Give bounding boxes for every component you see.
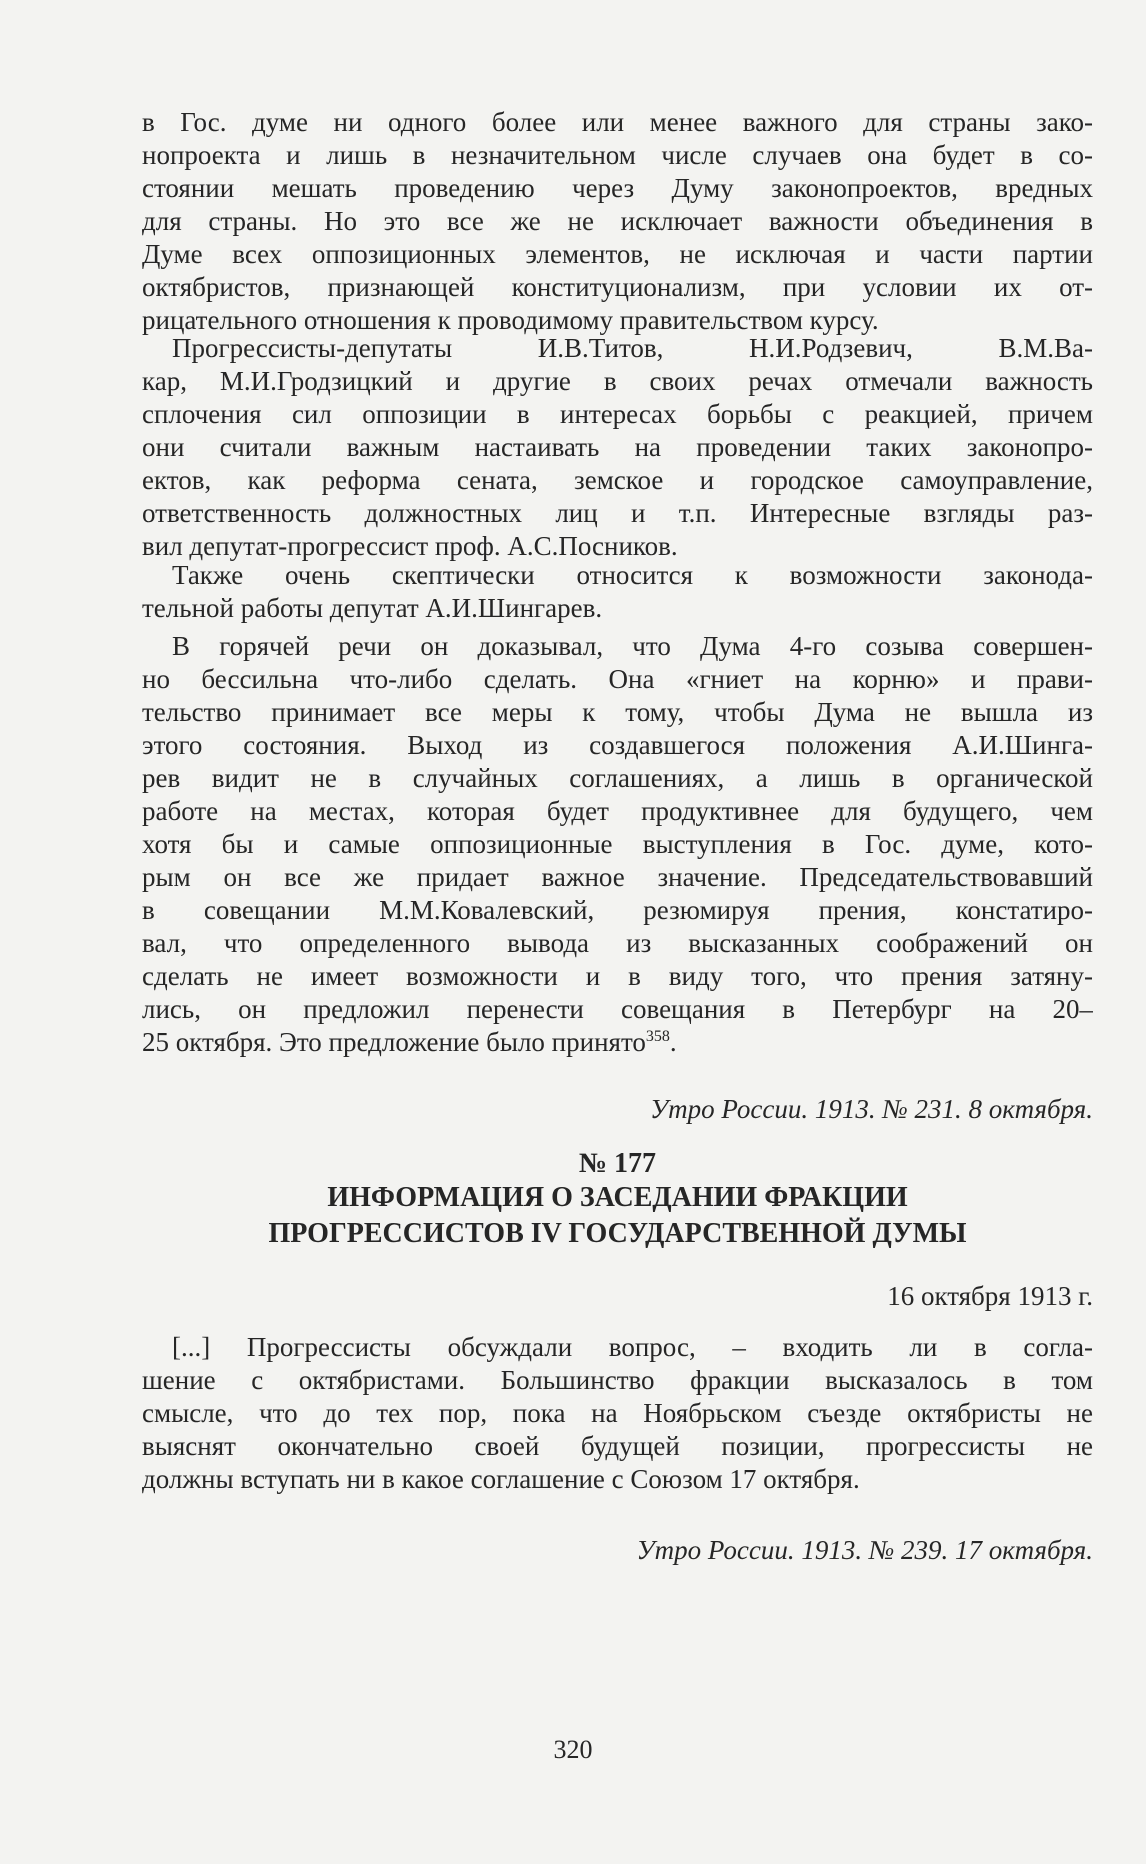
text-line-content: в совещании М.М.Ковалевский, резюмируя прения, констатиро-: [142, 895, 1093, 925]
text-line-content: смысле, что до тех пор, пока на Ноябрьском съезде октябристы не: [142, 1398, 1093, 1428]
text-line: [142, 1463, 1093, 1496]
paragraph-2: [142, 332, 1093, 563]
paragraph-4: [142, 630, 1093, 1059]
text-line: [142, 1331, 1093, 1364]
text-line-content: нопроекта и лишь в незначительном числе случаев она будет в со-: [142, 140, 1093, 170]
text-line: [142, 464, 1093, 497]
text-line-content: 25 октября. Это предложение было принято: [142, 1027, 646, 1057]
text-line-content: для страны. Но это все же не исключает важности объединения в: [142, 206, 1093, 236]
text-line: [142, 398, 1093, 431]
text-line: [142, 1430, 1093, 1463]
text-line-content: октябристов, признающей конституционализм, при условии их от-: [142, 272, 1093, 302]
text-line-content: работе на местах, которая будет продуктивнее для будущего, чем: [142, 796, 1093, 826]
text-line-content: Также очень скептически относится к возможности законода-: [172, 560, 1093, 590]
text-line: [142, 795, 1093, 828]
text-line: [142, 205, 1093, 238]
document-title-line-2: ПРОГРЕССИСТОВ IV ГОСУДАРСТВЕННОЙ ДУМЫ: [268, 1218, 967, 1249]
text-line: [142, 828, 1093, 861]
text-line-content: Прогрессисты-депутаты И.В.Титов, Н.И.Родзевич, В.М.Ва-: [172, 333, 1093, 363]
source-citation-1: Утро России. 1913. № 231. 8 октября.: [649, 1094, 1093, 1124]
text-line: [142, 238, 1093, 271]
text-line-content: в Гос. думе ни одного более или менее важного для страны зако-: [142, 107, 1093, 137]
text-line-content: Думе всех оппозиционных элементов, не исключая и части партии: [142, 239, 1093, 269]
text-line-content: хотя бы и самые оппозиционные выступления в Гос. думе, кото-: [142, 829, 1093, 859]
text-line-content: В горячей речи он доказывал, что Дума 4-го созыва совершен-: [172, 631, 1093, 661]
text-line-content: рицательного отношения к проводимому правительством курсу.: [142, 305, 879, 335]
text-line: [142, 139, 1093, 172]
text-line: [142, 927, 1093, 960]
text-line: [142, 993, 1093, 1026]
text-line-content: вал, что определенного вывода из высказанных соображений он: [142, 928, 1093, 958]
text-line-content: вил депутат-прогрессист проф. А.С.Посников.: [142, 531, 678, 561]
text-line: [142, 663, 1093, 696]
paragraph-5: [142, 1331, 1093, 1496]
text-line: [142, 861, 1093, 894]
text-line: [142, 696, 1093, 729]
text-line-content: сплочения сил оппозиции в интересах борьбы с реакцией, причем: [142, 399, 1093, 429]
page-number: 320: [553, 1735, 593, 1764]
text-line-content: сделать не имеет возможности и в виду того, что прения затяну-: [142, 961, 1093, 991]
text-line: [142, 729, 1093, 762]
text-line: [142, 106, 1093, 139]
source-citation-2: Утро России. 1913. № 239. 17 октября.: [636, 1535, 1093, 1565]
text-line-content: должны вступать ни в какое соглашение с Союзом 17 октября.: [142, 1464, 860, 1494]
text-line: [142, 365, 1093, 398]
text-line: [142, 1026, 1093, 1059]
footnote-reference: 358: [645, 1028, 670, 1045]
text-line: [142, 497, 1093, 530]
text-line-content: выяснят окончательно своей будущей позиции, прогрессисты не: [142, 1431, 1093, 1461]
text-line-content: тельной работы депутат А.И.Шингарев.: [142, 593, 603, 623]
text-line-content: рым он все же придает важное значение. Председательствовавший: [142, 862, 1093, 892]
text-line-content: этого состояния. Выход из создавшегося положения А.И.Шинга-: [142, 730, 1093, 760]
text-line-content: ектов, как реформа сената, земское и городское самоуправление,: [142, 465, 1093, 495]
document-number: № 177: [578, 1148, 657, 1179]
text-line-content: кар, М.И.Гродзицкий и другие в своих речах отмечали важность: [142, 366, 1093, 396]
text-line: [142, 630, 1093, 663]
paragraph-3: [142, 559, 1093, 625]
footnote-period: .: [669, 1027, 677, 1057]
text-line-content: стоянии мешать проведению через Думу законопроектов, вредных: [142, 173, 1093, 203]
text-line-content: [...] Прогрессисты обсуждали вопрос, – входить ли в согла-: [172, 1332, 1093, 1362]
text-line: [142, 960, 1093, 993]
text-line: [142, 332, 1093, 365]
text-line: [142, 559, 1093, 592]
text-line: [142, 172, 1093, 205]
text-line: [142, 271, 1093, 304]
text-line-content: рев видит не в случайных соглашениях, а лишь в органической: [142, 763, 1093, 793]
document-date: 16 октября 1913 г.: [887, 1281, 1093, 1311]
text-line: [142, 1397, 1093, 1430]
text-line-content: лись, он предложил перенести совещания в Петербург на 20–: [142, 994, 1093, 1024]
text-line: [142, 1364, 1093, 1397]
text-line: [142, 431, 1093, 464]
text-line-content: но бессильна что-либо сделать. Она «гниет на корню» и прави-: [142, 664, 1093, 694]
text-line-content: шение с октябристами. Большинство фракции высказалось в том: [142, 1365, 1093, 1395]
text-line-content: ответственность должностных лиц и т.п. Интересные взгляды раз-: [142, 498, 1093, 528]
paragraph-1: [142, 106, 1093, 337]
text-line: [142, 762, 1093, 795]
text-line-content: тельство принимает все меры к тому, чтобы Дума не вышла из: [142, 697, 1093, 727]
text-line: [142, 592, 1093, 625]
text-line-content: они считали важным настаивать на проведении таких законопро-: [142, 432, 1093, 462]
document-title-line-1: ИНФОРМАЦИЯ О ЗАСЕДАНИИ ФРАКЦИИ: [327, 1182, 908, 1213]
text-line: [142, 894, 1093, 927]
